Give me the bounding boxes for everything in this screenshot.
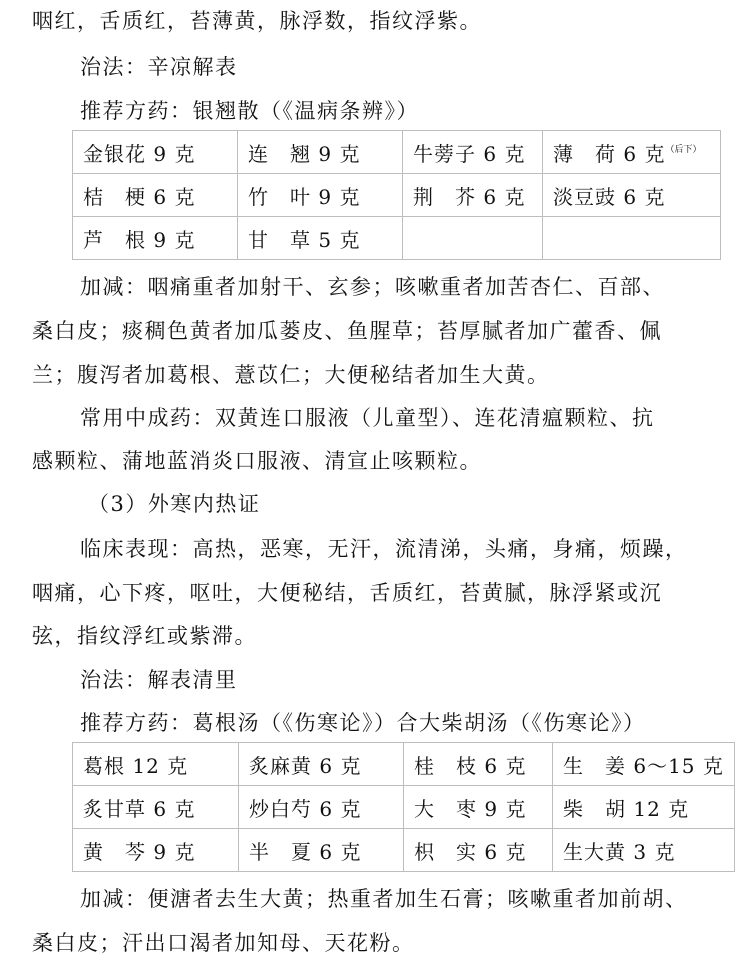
herb-cell: 大 枣 9 克: [404, 786, 553, 829]
herb-cell: 葛根 12 克: [73, 743, 239, 786]
herb-cell: 炒白芍 6 克: [239, 786, 404, 829]
herb-cell: 金银花 9 克: [73, 131, 238, 174]
patent-medicine-text: 常用中成药：双黄连口服液（儿童型）、连花清瘟颗粒、抗: [80, 406, 655, 430]
modification-text: 加减：便溏者去生大黄；热重者加生石膏；咳嗽重者加前胡、: [80, 887, 688, 911]
table-row: [73, 217, 721, 260]
text-line: 桑白皮；汗出口渴者加知母、天花粉。: [32, 931, 415, 955]
herb-cell: 芦 根 9 克: [73, 217, 238, 260]
text-line: 咽痛，心下疼，呕吐，大便秘结，舌质红，苔黄腻，脉浮紧或沉: [32, 581, 662, 605]
herb-text: 薄 荷 6 克: [553, 141, 666, 166]
table-row: [73, 174, 721, 217]
herb-cell: 牛蒡子 6 克: [403, 131, 543, 174]
herb-table-yinqiao: [72, 130, 721, 260]
herb-cell: 柴 胡 12 克: [553, 786, 735, 829]
herb-cell: 桂 枝 6 克: [404, 743, 553, 786]
herb-cell: [543, 131, 721, 174]
herb-cell: 黄 芩 9 克: [73, 829, 239, 872]
text-line: 弦，指纹浮红或紫滞。: [32, 624, 257, 648]
treatment-method: 治法：辛凉解表: [80, 55, 238, 79]
herb-cell: 荆 芥 6 克: [403, 174, 543, 217]
modification-text: 加减：咽痛重者加射干、玄参；咳嗽重者加苦杏仁、百部、: [80, 275, 665, 299]
herb-cell: 生大黄 3 克: [553, 829, 735, 872]
herb-table-gegen: [72, 742, 735, 872]
herb-cell: 炙麻黄 6 克: [239, 743, 404, 786]
recommended-prescription: 推荐方药：银翘散（《温病条辨》）: [80, 99, 419, 123]
herb-cell: [403, 217, 543, 260]
clinical-manifestation: 临床表现：高热，恶寒，无汗，流清涕，头痛，身痛，烦躁，: [80, 537, 688, 561]
herb-note: （后下）: [665, 144, 702, 155]
herb-cell: 竹 叶 9 克: [238, 174, 403, 217]
text-line: 桑白皮；痰稠色黄者加瓜蒌皮、鱼腥草；苔厚腻者加广藿香、佩: [32, 319, 662, 343]
recommended-prescription: 推荐方药：葛根汤（《伤寒论》）合大柴胡汤（《伤寒论》）: [80, 711, 646, 735]
herb-cell: 甘 草 5 克: [238, 217, 403, 260]
table-row: [73, 786, 735, 829]
table-row: [73, 131, 721, 174]
herb-cell: 连 翘 9 克: [238, 131, 403, 174]
table-row: [73, 743, 735, 786]
treatment-method: 治法：解表清里: [80, 668, 238, 692]
herb-cell: 淡豆豉 6 克: [543, 174, 721, 217]
herb-cell: 桔 梗 6 克: [73, 174, 238, 217]
table-row: [73, 829, 735, 872]
herb-cell: 半 夏 6 克: [239, 829, 404, 872]
herb-cell: 炙甘草 6 克: [73, 786, 239, 829]
section-heading: （3）外寒内热证: [88, 492, 261, 516]
text-line: 咽红，舌质红，苔薄黄，脉浮数，指纹浮紫。: [32, 9, 482, 33]
text-line: 兰；腹泻者加葛根、薏苡仁；大便秘结者加生大黄。: [32, 363, 550, 387]
herb-cell: 生 姜 6～15 克: [553, 743, 735, 786]
herb-cell: 枳 实 6 克: [404, 829, 553, 872]
text-line: 感颗粒、蒲地蓝消炎口服液、清宣止咳颗粒。: [32, 449, 482, 473]
herb-cell: [543, 217, 721, 260]
